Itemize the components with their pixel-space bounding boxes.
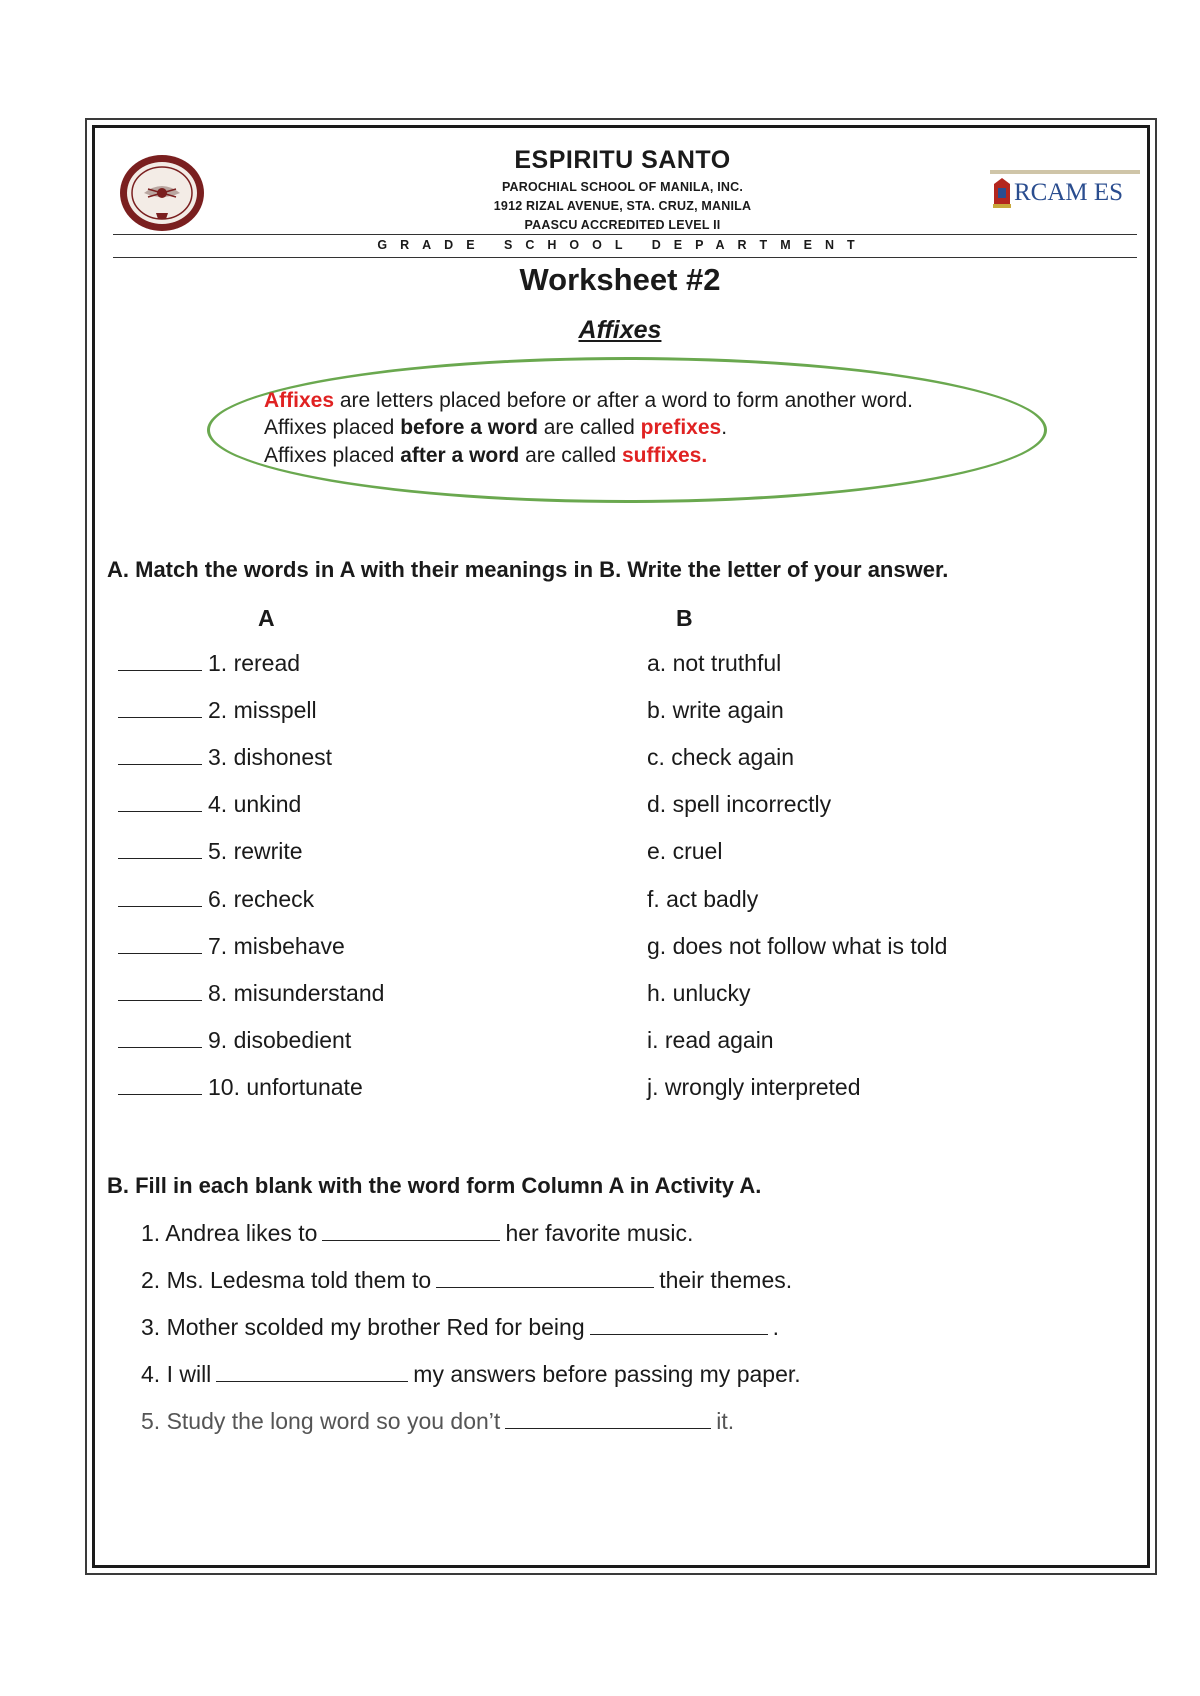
word-label: 7. misbehave	[208, 933, 345, 959]
answer-blank[interactable]	[118, 1029, 202, 1048]
meaning-item: a. not truthful	[647, 650, 782, 676]
fill-sentence-1	[141, 1220, 693, 1247]
sentence-text: their themes.	[659, 1267, 793, 1293]
fill-blank[interactable]	[505, 1409, 711, 1429]
definition-line-1	[264, 389, 913, 413]
fill-sentence-3	[141, 1314, 779, 1341]
column-a-header: A	[258, 605, 275, 631]
meaning-item: e. cruel	[647, 838, 723, 864]
meaning-item: j. wrongly interpreted	[647, 1074, 861, 1100]
sentence-text: 3. Mother scolded my brother Red for being	[141, 1314, 585, 1340]
word-label: 6. recheck	[208, 886, 315, 912]
answer-blank[interactable]	[118, 888, 202, 907]
match-item	[118, 697, 317, 724]
prefixes-keyword: prefixes	[640, 416, 722, 439]
department-label: GRADE SCHOOL DEPARTMENT	[377, 238, 868, 252]
section-a-instruction: A. Match the words in A with their meanings in B. Write the letter of your answer.	[107, 557, 949, 582]
fill-blank[interactable]	[436, 1268, 654, 1288]
match-item	[118, 980, 384, 1007]
school-subtitle: PAROCHIAL SCHOOL OF MANILA, INC.	[501, 180, 744, 194]
answer-blank[interactable]	[118, 935, 202, 954]
sentence-text: 4. I will	[141, 1361, 212, 1387]
match-item	[118, 933, 345, 960]
word-label: 5. rewrite	[208, 838, 303, 864]
answer-blank[interactable]	[118, 793, 202, 812]
meaning-item: f. act badly	[647, 886, 759, 912]
answer-blank[interactable]	[118, 699, 202, 718]
sentence-text: my answers before passing my paper.	[413, 1361, 801, 1387]
meaning-item: h. unlucky	[647, 980, 751, 1006]
word-label: 10. unfortunate	[208, 1074, 363, 1100]
after-a-word-text: after a word	[400, 444, 520, 467]
fill-blank[interactable]	[590, 1315, 768, 1335]
school-name: ESPIRITU SANTO	[514, 146, 731, 174]
word-label: 3. dishonest	[208, 744, 333, 770]
answer-blank[interactable]	[118, 746, 202, 765]
match-item	[118, 886, 314, 913]
answer-blank[interactable]	[118, 652, 202, 671]
sentence-text: 5. Study the long word so you don’t	[141, 1408, 501, 1434]
word-label: 2. misspell	[208, 697, 317, 723]
sentence-text: .	[772, 1314, 780, 1340]
column-b-header: B	[676, 605, 693, 631]
sentence-text: 1. Andrea likes to	[141, 1220, 318, 1246]
definition-line-2-mid: are called	[537, 416, 641, 439]
match-item	[118, 1027, 351, 1054]
match-item	[118, 1074, 363, 1101]
worksheet-title: Worksheet #2	[519, 262, 721, 297]
word-label: 4. unkind	[208, 791, 302, 817]
affixes-keyword: Affixes	[264, 389, 335, 412]
match-item	[118, 744, 332, 771]
header-divider-bottom	[113, 257, 1137, 258]
answer-blank[interactable]	[118, 982, 202, 1001]
meaning-item: i. read again	[647, 1027, 774, 1053]
fill-sentence-5	[141, 1408, 734, 1435]
match-item	[118, 838, 303, 865]
answer-blank[interactable]	[118, 840, 202, 859]
fill-sentence-2	[141, 1267, 792, 1294]
answer-blank[interactable]	[118, 1076, 202, 1095]
definition-line-3	[264, 444, 707, 468]
meaning-item: g. does not follow what is told	[647, 933, 948, 959]
school-accreditation: PAASCU ACCREDITED LEVEL II	[524, 218, 721, 232]
meaning-item: c. check again	[647, 744, 795, 770]
header-divider-top	[113, 234, 1137, 235]
meaning-item: d. spell incorrectly	[647, 791, 832, 817]
definition-line-2-text: Affixes placed	[264, 416, 401, 439]
fill-blank[interactable]	[322, 1221, 500, 1241]
school-address: 1912 RIZAL AVENUE, STA. CRUZ, MANILA	[493, 199, 752, 213]
sentence-text: 2. Ms. Ledesma told them to	[141, 1267, 432, 1293]
fill-blank[interactable]	[216, 1362, 408, 1382]
word-label: 8. misunderstand	[208, 980, 385, 1006]
sentence-text: it.	[716, 1408, 735, 1434]
suffixes-keyword: suffixes.	[621, 444, 708, 467]
definition-line-1-text: are letters placed before or after a word to form another word.	[334, 389, 913, 412]
match-item	[118, 650, 300, 677]
definition-line-2-end: .	[721, 416, 728, 439]
rcam-es-logo-text: RCAM ES	[1014, 179, 1124, 206]
definition-line-2	[264, 416, 727, 440]
worksheet-topic: Affixes	[578, 316, 662, 344]
definition-line-3-mid: are called	[519, 444, 622, 467]
before-a-word-text: before a word	[400, 416, 538, 439]
word-label: 9. disobedient	[208, 1027, 352, 1053]
definition-line-3-text: Affixes placed	[264, 444, 401, 467]
match-item	[118, 791, 301, 818]
section-b-instruction: B. Fill in each blank with the word form Column A in Activity A.	[107, 1173, 762, 1198]
meaning-item: b. write again	[647, 697, 784, 723]
sentence-text: her favorite music.	[505, 1220, 694, 1246]
fill-sentence-4	[141, 1361, 801, 1388]
word-label: 1. reread	[208, 650, 301, 676]
